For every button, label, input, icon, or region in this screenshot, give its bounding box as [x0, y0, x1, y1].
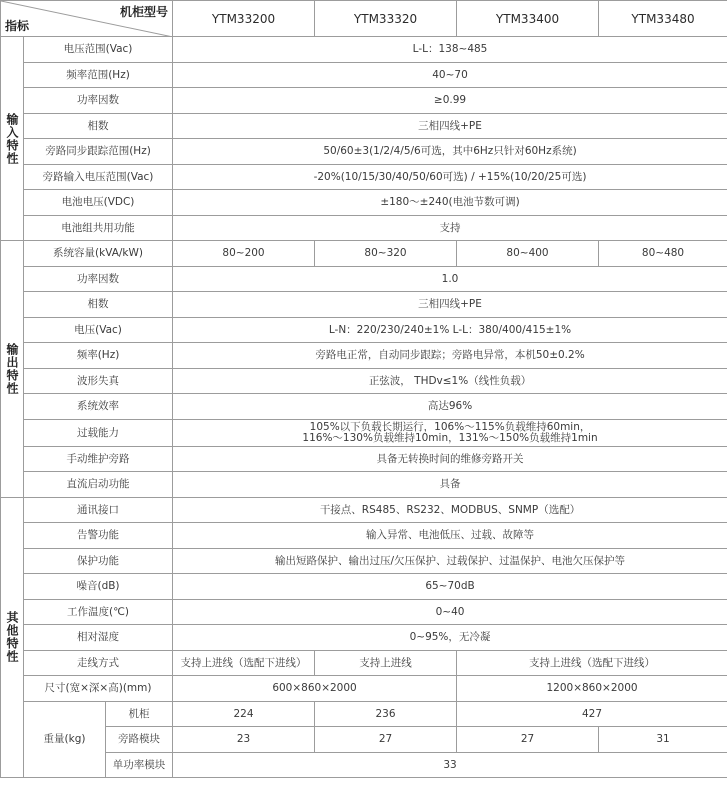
- row-label: 手动维护旁路: [24, 446, 173, 472]
- table-row: [1, 472, 727, 498]
- row-value: -20%(10/15/30/40/50/60可选) / +15%(10/20/25可选): [173, 164, 727, 190]
- row-value: 0~40: [173, 599, 727, 625]
- row-value: ≥0.99: [173, 88, 727, 114]
- row-value: 1.0: [173, 266, 727, 292]
- weight-value: 27: [315, 727, 457, 753]
- overload-line-2: 116%～130%负载维持10min，131%～150%负载维持1min: [302, 431, 598, 444]
- row-value: 三相四线+PE: [173, 292, 727, 318]
- table-row: [1, 752, 727, 778]
- row-value: 50/60±3(1/2/4/5/6可选，其中6Hz只针对60Hz系统): [173, 139, 727, 165]
- table-row: [1, 523, 727, 549]
- row-label: 电池电压(VDC): [24, 190, 173, 216]
- weight-value: 27: [457, 727, 599, 753]
- row-value: 输出短路保护、输出过压/欠压保护、过载保护、过温保护、电池欠压保护等: [173, 548, 727, 574]
- model-header-ytm33400: YTM33400: [457, 1, 599, 37]
- weight-value: 427: [457, 701, 727, 727]
- size-value: 600×860×2000: [173, 676, 457, 702]
- row-value-overload: [173, 419, 727, 446]
- corner-label-model: 机柜型号: [120, 5, 169, 19]
- row-value: ±180～±240(电池节数可调): [173, 190, 727, 216]
- table-row: [1, 343, 727, 369]
- table-row: [1, 292, 727, 318]
- row-value: 具备无转换时间的维修旁路开关: [173, 446, 727, 472]
- capacity-value: 80~480: [599, 241, 727, 267]
- row-label: 相对湿度: [24, 625, 173, 651]
- row-label: 旁路输入电压范围(Vac): [24, 164, 173, 190]
- table-row: [1, 394, 727, 420]
- wiring-value: 支持上进线（选配下进线）: [173, 650, 315, 676]
- table-row: [1, 139, 727, 165]
- row-label-weight: 重量(kg): [24, 701, 106, 778]
- weight-sub-label: 旁路模块: [106, 727, 173, 753]
- capacity-value: 80~320: [315, 241, 457, 267]
- row-value: L-L：138~485: [173, 37, 727, 63]
- table-row: [1, 88, 727, 114]
- row-label: 功率因数: [24, 266, 173, 292]
- row-label: 相数: [24, 113, 173, 139]
- row-value: 旁路电正常，自动同步跟踪；旁路电异常，本机50±0.2%: [173, 343, 727, 369]
- row-label: 噪音(dB): [24, 574, 173, 600]
- model-header-ytm33200: YTM33200: [173, 1, 315, 37]
- table-row: [1, 317, 727, 343]
- table-row: [1, 62, 727, 88]
- row-label: 过载能力: [24, 419, 173, 446]
- wiring-value: 支持上进线: [315, 650, 457, 676]
- row-label-size: 尺寸(宽×深×高)(mm): [24, 676, 173, 702]
- row-label: 相数: [24, 292, 173, 318]
- row-label: 电压范围(Vac): [24, 37, 173, 63]
- row-value: 具备: [173, 472, 727, 498]
- table-row: [1, 548, 727, 574]
- size-value: 1200×860×2000: [457, 676, 727, 702]
- table-row: [1, 215, 727, 241]
- corner-label-indicator: 指标: [5, 19, 30, 33]
- row-label: 告警功能: [24, 523, 173, 549]
- group-label-other: 其他特性: [1, 497, 24, 778]
- weight-sub-label: 机柜: [106, 701, 173, 727]
- table-row: [1, 727, 727, 753]
- row-label: 电压(Vac): [24, 317, 173, 343]
- table-row: [1, 113, 727, 139]
- weight-value: 33: [173, 752, 727, 778]
- model-header-ytm33320: YTM33320: [315, 1, 457, 37]
- table-row: [1, 368, 727, 394]
- weight-value: 23: [173, 727, 315, 753]
- table-row: [1, 446, 727, 472]
- row-value: 输入异常、电池低压、过载、故障等: [173, 523, 727, 549]
- row-label: 功率因数: [24, 88, 173, 114]
- row-label: 工作温度(℃): [24, 599, 173, 625]
- table-row: [1, 574, 727, 600]
- capacity-value: 80~200: [173, 241, 315, 267]
- row-value: 干接点、RS485、RS232、MODBUS、SNMP（选配）: [173, 497, 727, 523]
- group-label-output: 输出特性: [1, 241, 24, 498]
- row-value: 0~95%，无冷凝: [173, 625, 727, 651]
- header-corner-cell: [1, 1, 173, 37]
- row-value: L-N：220/230/240±1% L-L：380/400/415±1%: [173, 317, 727, 343]
- row-label: 电池组共用功能: [24, 215, 173, 241]
- table-row: [1, 625, 727, 651]
- table-row: [1, 241, 727, 267]
- weight-sub-label: 单功率模块: [106, 752, 173, 778]
- group-label-input: 输入特性: [1, 37, 24, 241]
- wiring-value: 支持上进线（选配下进线）: [457, 650, 727, 676]
- table-row: [1, 419, 727, 446]
- row-label: 频率范围(Hz): [24, 62, 173, 88]
- table-row: [1, 650, 727, 676]
- capacity-value: 80~400: [457, 241, 599, 267]
- row-value: 高达96%: [173, 394, 727, 420]
- weight-value: 236: [315, 701, 457, 727]
- overload-line-1: 105%以下负载长期运行，106%～115%负载维持60min，: [309, 420, 591, 433]
- row-label: 频率(Hz): [24, 343, 173, 369]
- row-value: 支持: [173, 215, 727, 241]
- row-label: 系统效率: [24, 394, 173, 420]
- table-row: [1, 497, 727, 523]
- row-label: 直流启动功能: [24, 472, 173, 498]
- row-value: 65~70dB: [173, 574, 727, 600]
- model-header-ytm33480: YTM33480: [599, 1, 727, 37]
- table-row: [1, 266, 727, 292]
- table-row: [1, 599, 727, 625]
- table-row: [1, 701, 727, 727]
- row-value: 40~70: [173, 62, 727, 88]
- header-row: [1, 1, 727, 37]
- row-value: 三相四线+PE: [173, 113, 727, 139]
- table-row: [1, 676, 727, 702]
- row-label: 系统容量(kVA/kW): [24, 241, 173, 267]
- table-row: [1, 190, 727, 216]
- row-label-wiring: 走线方式: [24, 650, 173, 676]
- weight-value: 224: [173, 701, 315, 727]
- row-label: 通讯接口: [24, 497, 173, 523]
- table-row: [1, 37, 727, 63]
- row-label: 保护功能: [24, 548, 173, 574]
- row-label: 波形失真: [24, 368, 173, 394]
- row-value: 正弦波， THDv≤1%（线性负载）: [173, 368, 727, 394]
- row-label: 旁路同步跟踪范围(Hz): [24, 139, 173, 165]
- table-row: [1, 164, 727, 190]
- weight-value: 31: [599, 727, 727, 753]
